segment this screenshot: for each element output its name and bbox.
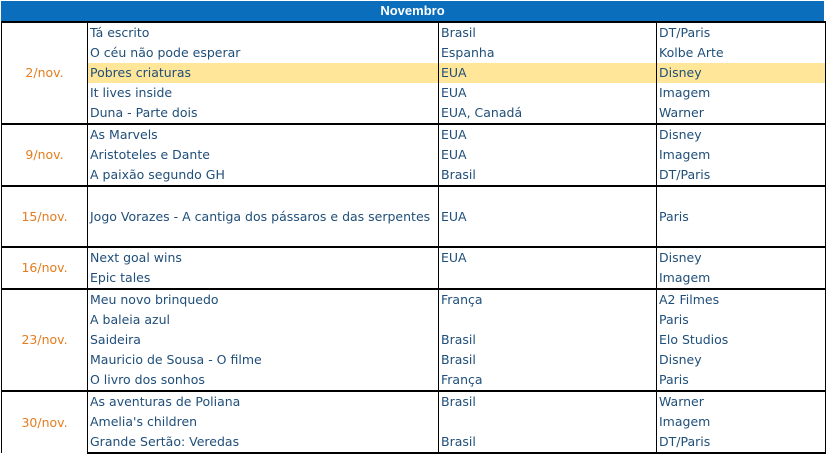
distributor-cell: Imagem: [657, 412, 826, 432]
table-row: [2, 22, 826, 43]
table-row: [2, 330, 826, 350]
country-cell: EUA: [439, 186, 657, 247]
distributor-cell: Paris: [657, 186, 826, 247]
movie-title-cell: Jogo Vorazes - A cantiga dos pássaros e das serpentes: [88, 186, 439, 247]
country-cell: [439, 310, 657, 330]
country-cell: [439, 268, 657, 289]
country-cell: Brasil: [439, 22, 657, 43]
table-row: [2, 43, 826, 63]
distributor-cell: DT/Paris: [657, 22, 826, 43]
movie-title-cell: A baleia azul: [88, 310, 439, 330]
release-date-cell: 9/nov.: [2, 124, 88, 186]
release-date-cell: 30/nov.: [2, 391, 88, 453]
distributor-cell: Imagem: [657, 83, 826, 103]
movie-title-cell: Amelia's children: [88, 412, 439, 432]
movie-title-cell: A paixão segundo GH: [88, 165, 439, 186]
distributor-cell: Disney: [657, 350, 826, 370]
movie-title-cell: As aventuras de Poliana: [88, 391, 439, 412]
table-row: [2, 124, 826, 145]
country-cell: Brasil: [439, 165, 657, 186]
distributor-cell: DT/Paris: [657, 432, 826, 453]
country-cell: [439, 412, 657, 432]
table-row: [2, 391, 826, 412]
table-row: [2, 432, 826, 453]
country-cell: Brasil: [439, 391, 657, 412]
country-cell: Espanha: [439, 43, 657, 63]
release-date-cell: 23/nov.: [2, 289, 88, 391]
distributor-cell: Imagem: [657, 145, 826, 165]
table-row: [2, 145, 826, 165]
distributor-cell: Kolbe Arte: [657, 43, 826, 63]
table-row: [2, 350, 826, 370]
country-cell: França: [439, 289, 657, 310]
country-cell: França: [439, 370, 657, 391]
country-cell: EUA: [439, 124, 657, 145]
movie-title-cell: O livro dos sonhos: [88, 370, 439, 391]
table-row: [2, 268, 826, 289]
country-cell: Brasil: [439, 330, 657, 350]
movie-title-cell: Saideira: [88, 330, 439, 350]
movie-title-cell: Next goal wins: [88, 247, 439, 268]
country-cell: Brasil: [439, 432, 657, 453]
distributor-cell: Disney: [657, 247, 826, 268]
distributor-cell: Imagem: [657, 268, 826, 289]
country-cell: Brasil: [439, 350, 657, 370]
table-row: [2, 289, 826, 310]
table-row: [2, 186, 826, 247]
country-cell: EUA: [439, 145, 657, 165]
table-row: [2, 247, 826, 268]
release-table: [1, 21, 826, 454]
distributor-cell: Warner: [657, 103, 826, 124]
movie-title-cell: It lives inside: [88, 83, 439, 103]
country-cell: EUA: [439, 63, 657, 83]
country-cell: EUA: [439, 247, 657, 268]
table-row: [2, 83, 826, 103]
movie-title-cell: As Marvels: [88, 124, 439, 145]
movie-title-cell: Tá escrito: [88, 22, 439, 43]
distributor-cell: Disney: [657, 124, 826, 145]
country-cell: EUA: [439, 83, 657, 103]
release-table-body: [2, 22, 826, 453]
country-cell: EUA, Canadá: [439, 103, 657, 124]
distributor-cell: A2 Filmes: [657, 289, 826, 310]
release-date-cell: 2/nov.: [2, 22, 88, 124]
table-row: [2, 165, 826, 186]
distributor-cell: Paris: [657, 310, 826, 330]
release-date-cell: 16/nov.: [2, 247, 88, 289]
movie-title-cell: Grande Sertão: Veredas: [88, 432, 439, 453]
distributor-cell: Disney: [657, 63, 826, 83]
movie-title-cell: Aristoteles e Dante: [88, 145, 439, 165]
distributor-cell: Elo Studios: [657, 330, 826, 350]
movie-title-cell: Pobres criaturas: [88, 63, 439, 83]
distributor-cell: DT/Paris: [657, 165, 826, 186]
table-row: [2, 310, 826, 330]
movie-title-cell: O céu não pode esperar: [88, 43, 439, 63]
month-header: Novembro: [1, 1, 824, 21]
table-row: [2, 103, 826, 124]
distributor-cell: Warner: [657, 391, 826, 412]
movie-title-cell: Meu novo brinquedo: [88, 289, 439, 310]
table-row: [2, 412, 826, 432]
table-row: [2, 63, 826, 83]
movie-title-cell: Duna - Parte dois: [88, 103, 439, 124]
movie-title-cell: Mauricio de Sousa - O filme: [88, 350, 439, 370]
table-row: [2, 370, 826, 391]
distributor-cell: Paris: [657, 370, 826, 391]
release-date-cell: 15/nov.: [2, 186, 88, 247]
movie-title-cell: Epic tales: [88, 268, 439, 289]
